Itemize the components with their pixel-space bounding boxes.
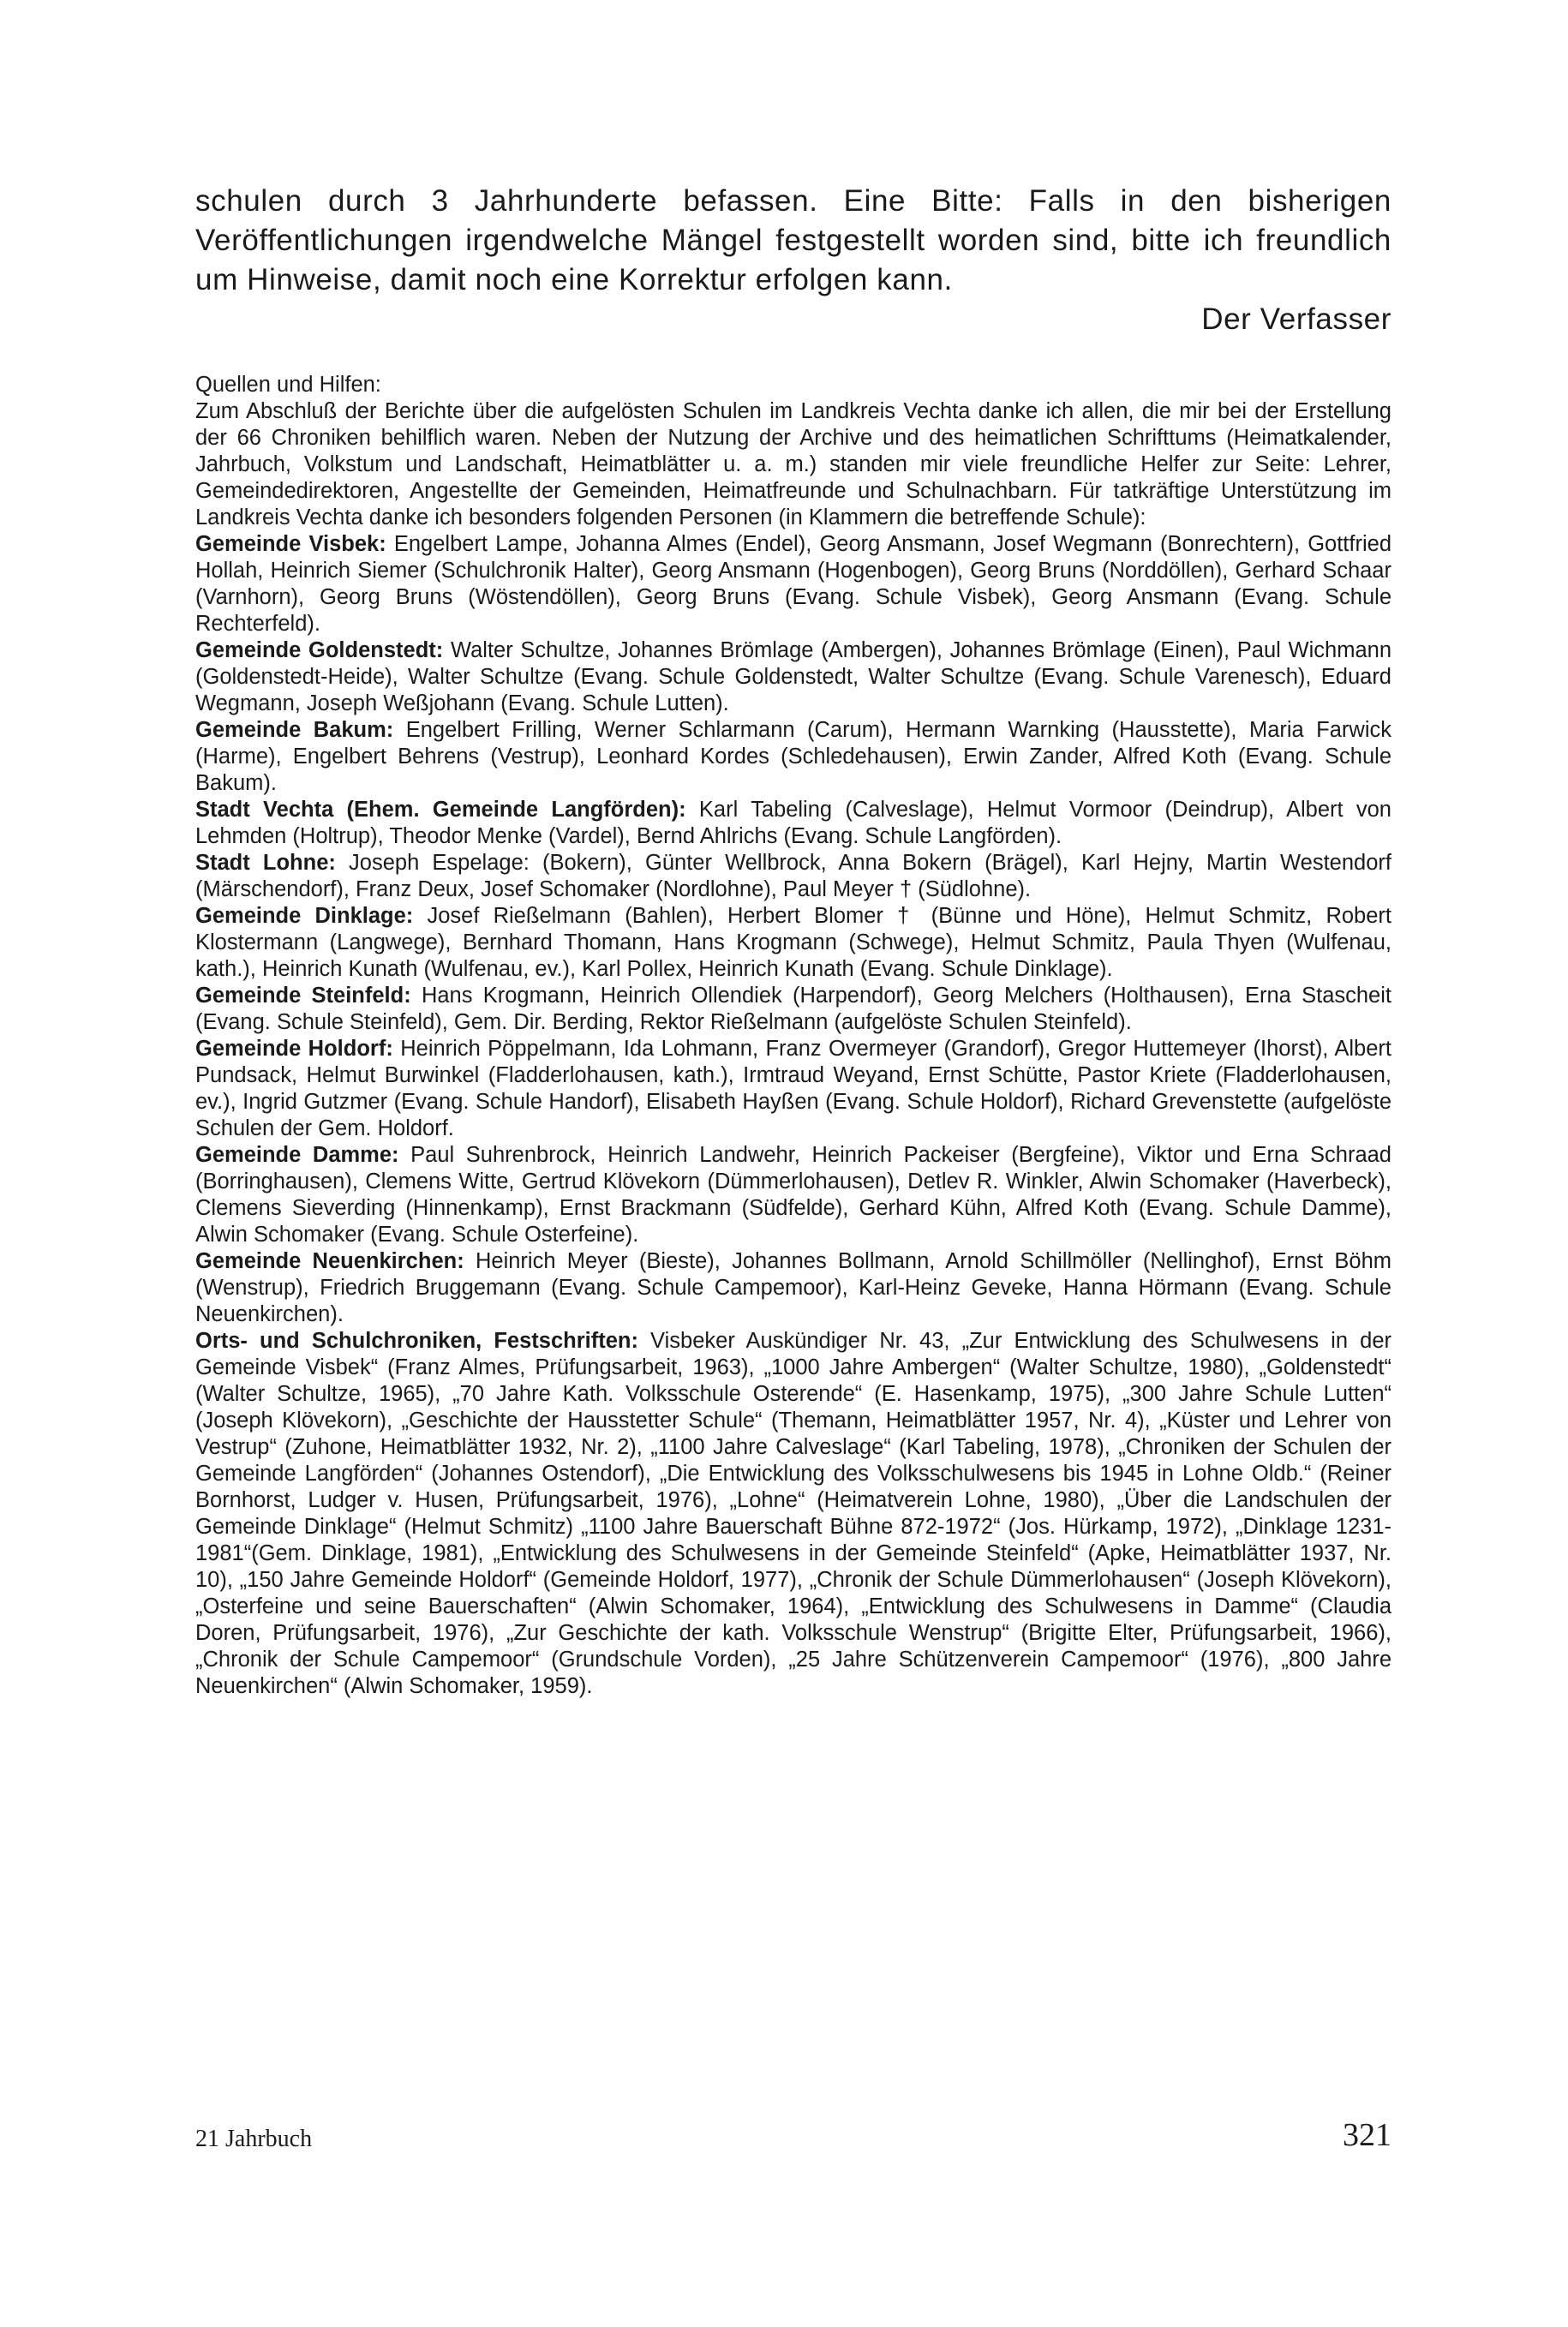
entry-label: Stadt Vechta (Ehem. Gemeinde Langförden):	[195, 798, 686, 822]
entry-chroniken	[195, 1328, 1391, 1700]
entry-label: Gemeinde Visbek:	[195, 532, 386, 556]
entry-goldenstedt	[195, 637, 1391, 717]
intro-paragraph	[195, 182, 1391, 300]
entry-dinklage	[195, 903, 1391, 983]
entry-holdorf	[195, 1036, 1391, 1142]
entry-label: Gemeinde Dinklage:	[195, 904, 414, 928]
entry-label: Gemeinde Steinfeld:	[195, 984, 411, 1008]
entry-text: Engelbert Lampe, Johanna Almes (Endel), Georg Ansmann, Josef Wegmann (Bonrechtern), Gottfried Hollah, Heinrich Siemer (Schulchronik Halter), Georg Ansmann (Hogenbogen), Georg Bruns (Norddöllen), Gerhard Schaar (Varnhorn), Georg Bruns (Wöstendöllen), Georg Bruns (Evang. Schule Visbek), Georg Ansmann (Evang. Schule Rechterfeld).	[195, 532, 1391, 636]
entry-lohne	[195, 850, 1391, 903]
entry-vechta	[195, 797, 1391, 850]
entry-damme	[195, 1142, 1391, 1248]
entry-steinfeld	[195, 983, 1391, 1036]
entry-text: Karl Tabeling (Calveslage), Helmut Vormoor (Deindrup), Albert von Lehmden (Holtrup), Theodor Menke (Vardel), Bernd Ahlrichs (Evang. Schule Langförden).	[195, 798, 1391, 848]
running-footer: 21 Jahrbuch	[195, 2126, 313, 2152]
entry-text: Heinrich Meyer (Bieste), Johannes Bollmann, Arnold Schillmöller (Nellinghof), Ernst Böhm (Wenstrup), Friedrich Bruggemann (Evang. Schule Campemoor), Karl-Heinz Geveke, Hanna Hörmann (Evang. Schule Neuenkirchen).	[195, 1249, 1391, 1326]
entry-label: Gemeinde Goldenstedt:	[195, 638, 444, 662]
entry-bakum	[195, 717, 1391, 797]
sources-section	[195, 372, 1391, 1700]
entry-label: Gemeinde Neuenkirchen:	[195, 1249, 464, 1273]
entry-label: Stadt Lohne:	[195, 851, 336, 875]
entry-text: Joseph Espelage: (Bokern), Günter Wellbrock, Anna Bokern (Brägel), Karl Hejny, Martin Westendorf (Märschendorf), Franz Deux, Josef Schomaker (Nordlohne), Paul Meyer † (Südlohne).	[195, 851, 1391, 901]
signature: Der Verfasser	[1201, 302, 1391, 336]
entry-text: Hans Krogmann, Heinrich Ollendiek (Harpendorf), Georg Melchers (Holthausen), Erna Stascheit (Evang. Schule Steinfeld), Gem. Dir. Berding, Rektor Rießelmann (aufgelöste Schulen Steinfeld).	[195, 984, 1391, 1034]
page-number: 321	[1343, 2117, 1391, 2153]
entry-visbek	[195, 531, 1391, 637]
intro-text: schulen durch 3 Jahrhunderte befassen. Eine Bitte: Falls in den bisherigen Veröffentlichungen irgendwelche Mängel festgestellt worden sind, bitte ich freundlich um Hinweise, damit noch eine Korrektur erfolgen kann.	[195, 184, 1391, 296]
entry-label: Gemeinde Bakum:	[195, 718, 394, 742]
sources-paragraph: Zum Abschluß der Berichte über die aufgelösten Schulen im Landkreis Vechta danke ich allen, die mir bei der Erstellung der 66 Chroniken behilflich waren. Neben der Nutzung der Archive und des heimatlichen Schrifttums (Heimatkalender, Jahrbuch, Volkstum und Landschaft, Heimatblätter u. a. m.) standen mir viele freundliche Helfer zur Seite: Lehrer, Gemeindedirektoren, Angestellte der Gemeinden, Heimatfreunde und Schulnachbarn. Für tatkräftige Unterstützung im Landkreis Vechta danke ich besonders folgenden Personen (in Klammern die betreffende Schule):	[195, 399, 1391, 529]
entry-label: Gemeinde Damme:	[195, 1143, 399, 1167]
entry-text: Josef Rießelmann (Bahlen), Herbert Blomer † (Bünne und Höne), Helmut Schmitz, Robert Klostermann (Langwege), Bernhard Thomann, Hans Krogmann (Schwege), Helmut Schmitz, Paula Thyen (Wulfenau, kath.), Heinrich Kunath (Wulfenau, ev.), Karl Pollex, Heinrich Kunath (Evang. Schule Dinklage).	[195, 904, 1391, 981]
entry-neuenkirchen	[195, 1248, 1391, 1328]
entry-label: Gemeinde Holdorf:	[195, 1037, 393, 1061]
entry-text: Walter Schultze, Johannes Brömlage (Ambergen), Johannes Brömlage (Einen), Paul Wichmann (Goldenstedt-Heide), Walter Schultze (Evang. Schule Goldenstedt, Walter Schultze (Evang. Schule Varenesch), Eduard Wegmann, Joseph Weßjohann (Evang. Schule Lutten).	[195, 638, 1391, 715]
entry-text: Heinrich Pöppelmann, Ida Lohmann, Franz Overmeyer (Grandorf), Gregor Huttemeyer (Ihorst), Albert Pundsack, Helmut Burwinkel (Fladderlohausen, kath.), Irmtraud Weyand, Ernst Schütte, Pastor Kriete (Fladderlohausen, ev.), Ingrid Gutzmer (Evang. Schule Handorf), Elisabeth Hayßen (Evang. Schule Holdorf), Richard Grevenstette (aufgelöste Schulen der Gem. Holdorf.	[195, 1037, 1391, 1140]
entry-text: Visbeker Auskündiger Nr. 43, „Zur Entwicklung des Schulwesens in der Gemeinde Visbek“ (Franz Almes, Prüfungsarbeit, 1963), „1000 Jahre Ambergen“ (Walter Schultze, 1980), „Goldenstedt“ (Walter Schultze, 1965), „70 Jahre Kath. Volksschule Osterende“ (E. Hasenkamp, 1975), „300 Jahre Schule Lutten“ (Joseph Klövekorn), „Geschichte der Hausstetter Schule“ (Themann, Heimatblätter 1957, Nr. 4), „Küster und Lehrer von Vestrup“ (Zuhone, Heimatblätter 1932, Nr. 2), „1100 Jahre Calveslage“ (Karl Tabeling, 1978), „Chroniken der Schulen der Gemeinde Langförden“ (Johannes Ostendorf), „Die Entwicklung des Volksschulwesens bis 1945 in Lohne Oldb.“ (Reiner Bornhorst, Ludger v. Husen, Prüfungsarbeit, 1976), „Lohne“ (Heimatverein Lohne, 1980), „Über die Landschulen der Gemeinde Dinklage“ (Helmut Schmitz) „1100 Jahre Bauerschaft Bühne 872-1972“ (Jos. Hürkamp, 1972), „Dinklage 1231-1981“(Gem. Dinklage, 1981), „Entwicklung des Schulwesens in der Gemeinde Steinfeld“ (Apke, Heimatblätter 1937, Nr. 10), „150 Jahre Gemeinde Holdorf“ (Gemeinde Holdorf, 1977), „Chronik der Schule Dümmerlohausen“ (Joseph Klövekorn), „Osterfeine und seine Bauerschaften“ (Alwin Schomaker, 1964), „Entwicklung des Schulwesens in Damme“ (Claudia Doren, Prüfungsarbeit, 1976), „Zur Geschichte der kath. Volksschule Wenstrup“ (Brigitte Elter, Prüfungsarbeit, 1966), „Chronik der Schule Campemoor“ (Grundschule Vorden), „25 Jahre Schützenverein Campemoor“ (1976), „800 Jahre Neuenkirchen“ (Alwin Schomaker, 1959).	[195, 1329, 1391, 1698]
entry-text: Engelbert Frilling, Werner Schlarmann (Carum), Hermann Warnking (Hausstette), Maria Farwick (Harme), Engelbert Behrens (Vestrup), Leonhard Kordes (Schledehausen), Erwin Zander, Alfred Koth (Evang. Schule Bakum).	[195, 718, 1391, 795]
entry-text: Paul Suhrenbrock, Heinrich Landwehr, Heinrich Packeiser (Bergfeine), Viktor und Erna Schraad (Borringhausen), Clemens Witte, Gertrud Klövekorn (Dümmerlohausen), Detlev R. Winkler, Alwin Schomaker (Haverbeck), Clemens Sieverding (Hinnenkamp), Ernst Brackmann (Südfelde), Gerhard Kühn, Alfred Koth (Evang. Schule Damme), Alwin Schomaker (Evang. Schule Osterfeine).	[195, 1143, 1391, 1247]
entry-label: Orts- und Schulchroniken, Festschriften:	[195, 1329, 638, 1353]
sources-heading: Quellen und Hilfen:	[195, 373, 381, 397]
